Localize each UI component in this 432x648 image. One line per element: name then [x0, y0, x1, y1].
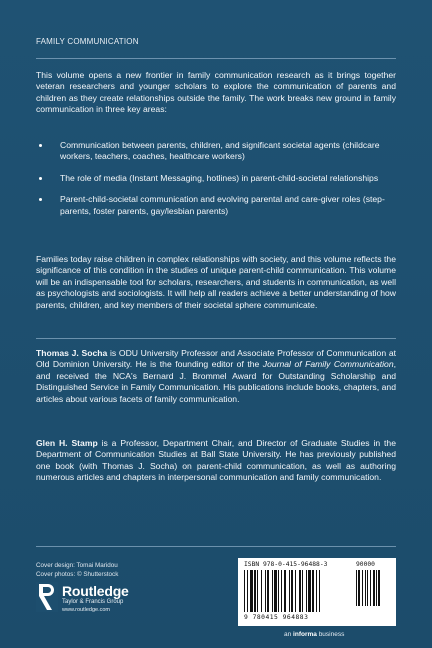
journal-title: Journal of Family Communication — [262, 359, 394, 370]
author-name: Thomas J. Socha — [36, 348, 108, 358]
barcode-bar — [308, 570, 311, 612]
barcode-bar — [267, 570, 269, 612]
author-bio-stamp: Glen H. Stamp is a Professor, Department Chair, and Director of Graduate Studies in the Department of Communication Studies at Ball State University. He has previously published one book (with Thomas J. Socha) on parent-child communication, as well as authoring numerous articles and chapters in interpersonal communication and family communication. — [36, 438, 396, 483]
bullet-icon — [39, 177, 42, 180]
price-code: 90000 — [356, 561, 375, 568]
barcode-bar — [281, 570, 282, 612]
key-areas-list — [36, 140, 396, 227]
bullet-icon — [39, 198, 42, 201]
barcode-bar — [254, 570, 256, 612]
barcode-bar — [302, 570, 303, 612]
mid-divider — [36, 338, 396, 339]
barcode-bar — [261, 570, 262, 612]
barcode-addon-bar — [362, 570, 363, 606]
barcode-bar — [306, 570, 307, 612]
publisher-name: Routledge — [62, 583, 129, 599]
barcode-digits: 9 780415 964883 — [244, 614, 309, 621]
isbn-barcode — [238, 558, 396, 626]
intro-paragraph: This volume opens a new frontier in family communication research as it brings together veteran researchers and younger scholars to explore the communication of parents and children as they create relationships outside the family. The work breaks new ground in family communication in three key areas: — [36, 70, 396, 115]
barcode-addon-bar — [370, 570, 371, 606]
informa-brand: informa — [293, 631, 317, 638]
publisher-url: www.routledge.com — [62, 607, 110, 613]
barcode-addon-bar — [365, 570, 366, 606]
photo-credit: Cover photos: © Shutterstock — [36, 570, 119, 578]
barcode-bar — [284, 570, 286, 612]
barcode-bar — [316, 570, 317, 612]
list-item: Communication between parents, children, and significant societal agents (childcare workers, teachers, coaches, healthcare workers) — [36, 140, 396, 163]
author-bio-socha: Thomas J. Socha is ODU University Professor and Associate Professor of Communication at Old Dominion University. He is the founding editor of the Journal of Family Communication, and received the NCA's Bernard J. Brommel Award for Outstanding Scholarship and Distinguished Service in Family Communication. His publications include books, chapters, and articles about various facets of family communication. — [36, 348, 396, 404]
barcode-bar — [247, 570, 248, 612]
top-divider — [36, 58, 396, 59]
barcode-addon-bar — [373, 570, 375, 606]
barcode-bar — [272, 570, 273, 612]
publisher-group: Taylor & Francis Group — [62, 599, 124, 605]
summary-paragraph: Families today raise children in complex relationships with society, and this volume reflects the significance of this condition in the studies of unique parent-child communication. This volume will be an indispensable tool for scholars, researchers, and students in communication, as well as psychologists and sociologists. It will help all readers achieve a better understanding of how parents, children, and key members of their societal sphere communicate. — [36, 254, 396, 310]
barcode-bar — [278, 570, 279, 612]
barcode-addon-bar — [378, 570, 380, 606]
series-title: FAMILY COMMUNICATION — [36, 37, 139, 46]
barcode-bar — [289, 570, 290, 612]
publisher-logo — [36, 582, 156, 616]
barcode-bar — [257, 570, 258, 612]
barcode-bar — [291, 570, 293, 612]
bullet-icon — [39, 144, 42, 147]
bottom-divider — [36, 546, 396, 547]
barcode-bar — [244, 570, 245, 612]
barcode-bar — [265, 570, 266, 612]
barcode-addon-bar — [376, 570, 377, 606]
barcode-addon-bar — [367, 570, 368, 606]
informa-tagline: an informa business — [284, 631, 345, 638]
list-item: The role of media (Instant Messaging, hotlines) in parent-child-societal relationships — [36, 173, 396, 184]
routledge-logo-icon — [36, 582, 58, 612]
list-item: Parent-child-societal communication and evolving parental and care-giver roles (step-parents, foster parents, gay/lesbian parents) — [36, 194, 396, 217]
barcode-addon-bar — [358, 570, 360, 606]
barcode-addon-bar — [356, 570, 357, 606]
barcode-bar — [299, 570, 301, 612]
barcode-bar — [250, 570, 253, 612]
barcode-bar — [274, 570, 277, 612]
barcode-bar — [312, 570, 314, 612]
barcode-bar — [319, 570, 320, 612]
cover-credits — [36, 562, 118, 579]
author-name: Glen H. Stamp — [36, 438, 98, 448]
barcode-bar — [295, 570, 296, 612]
isbn-label: ISBN 978-0-415-96488-3 — [244, 561, 328, 568]
design-credit: Cover design: Tomai Maridou — [36, 562, 118, 569]
